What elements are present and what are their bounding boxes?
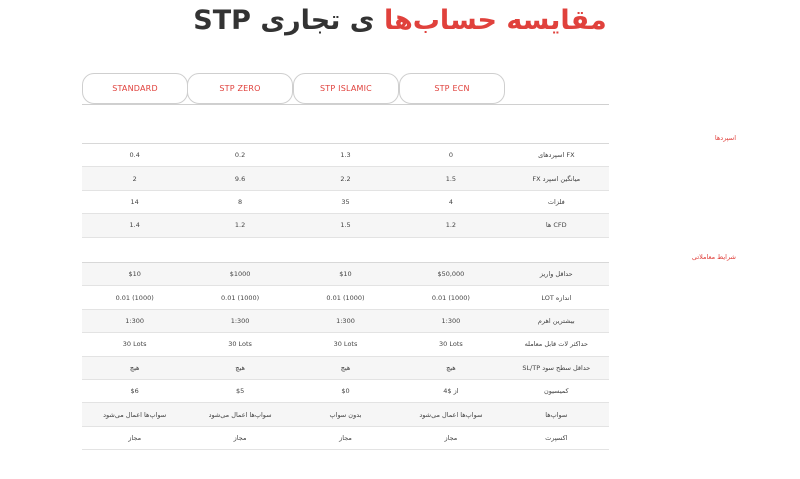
row-label: CFD ها	[545, 221, 567, 230]
cell-stp-zero: 1:300	[230, 316, 250, 325]
cell-stp-islamic: بدون سواپ	[329, 410, 362, 419]
cell-standard: 14	[130, 197, 139, 206]
table-row	[82, 286, 609, 309]
cell-stp-islamic: هیچ	[340, 363, 351, 372]
spreads-section-label: اسپردها	[714, 134, 736, 142]
table-row	[82, 167, 609, 190]
cell-stp-zero: $5	[235, 387, 245, 396]
tab-stp-islamic[interactable]: STP ISLAMIC	[293, 73, 399, 104]
cell-stp-islamic: $0	[341, 387, 350, 396]
table-row	[82, 333, 609, 356]
row-label: فلزات	[547, 197, 565, 206]
cell-stp-ecn: از $4	[443, 387, 459, 396]
cell-stp-zero: 1.2	[234, 221, 246, 230]
conditions-table	[82, 262, 609, 450]
cell-stp-islamic: 0.01 (1000)	[326, 293, 365, 302]
cell-standard: مجاز	[128, 433, 142, 442]
cell-stp-islamic: 30 Lots	[333, 340, 358, 349]
tab-stp-ecn[interactable]: STP ECN	[399, 73, 505, 104]
table-row	[82, 191, 609, 214]
row-label: حداکثر لات قابل معامله	[524, 340, 589, 349]
table-row	[82, 380, 609, 403]
cell-standard: 1:300	[125, 316, 145, 325]
cell-standard: 1.4	[129, 221, 140, 230]
tab-standard[interactable]: STANDARD	[82, 73, 188, 104]
page-title-highlight: مقایسه حساب‌ها	[383, 5, 607, 36]
cell-stp-ecn: $50,000	[437, 270, 465, 279]
table-row	[82, 144, 609, 167]
cell-stp-zero: هیچ	[235, 363, 245, 372]
cell-standard: $10	[128, 270, 141, 279]
cell-standard: سواپ‌ها اعمال می‌شود	[103, 410, 167, 419]
conditions-section-label: شرایط معاملاتی	[691, 253, 736, 261]
row-label: اکسپرت	[545, 433, 568, 442]
row-label: حداقل سطح سود SL/TP	[522, 363, 591, 372]
table-row	[82, 214, 609, 237]
cell-standard: 0.01 (1000)	[115, 293, 154, 302]
row-label: اندازه LOT	[541, 293, 572, 302]
table-row	[82, 357, 609, 380]
cell-stp-ecn: 1:300	[441, 316, 461, 325]
cell-standard: هیچ	[129, 363, 140, 372]
row-label: FX اسپردهای	[538, 151, 575, 160]
table-row	[82, 427, 609, 450]
row-label: بیشترین اهرم	[537, 316, 575, 325]
cell-stp-ecn: 1.2	[445, 221, 457, 230]
spreads-table	[82, 143, 609, 238]
cell-stp-ecn: مجاز	[444, 433, 458, 442]
cell-stp-islamic: 2.2	[340, 174, 351, 183]
row-label: میانگین اسپرد FX	[532, 174, 581, 183]
cell-standard: $6	[130, 387, 139, 396]
page-title-rest: ی تجاری STP	[193, 5, 384, 36]
cell-stp-islamic: 35	[341, 197, 350, 206]
cell-stp-zero: سواپ‌ها اعمال می‌شود	[208, 410, 272, 419]
cell-stp-zero: 30 Lots	[228, 340, 252, 349]
cell-stp-zero: مجاز	[233, 433, 247, 442]
cell-standard: 2	[132, 174, 137, 183]
cell-stp-zero: $1000	[229, 270, 251, 279]
table-row	[82, 263, 609, 286]
cell-stp-zero: 9.6	[234, 174, 246, 183]
cell-stp-islamic: 1.3	[340, 151, 351, 160]
cell-stp-islamic: 1.5	[340, 221, 351, 230]
page-title	[0, 4, 800, 38]
cell-stp-ecn: 0.01 (1000)	[431, 293, 470, 302]
cell-stp-ecn: سواپ‌ها اعمال می‌شود	[419, 410, 483, 419]
cell-standard: 0.4	[129, 151, 140, 160]
row-label: حداقل واریز	[539, 270, 573, 279]
cell-stp-zero: 0.2	[234, 151, 246, 160]
row-label: کمیسیون	[543, 387, 569, 396]
cell-stp-islamic: 1:300	[336, 316, 355, 325]
cell-stp-ecn: 1.5	[445, 174, 457, 183]
tab-stp-zero[interactable]: STP ZERO	[187, 73, 293, 104]
cell-stp-zero: 8	[238, 197, 243, 206]
cell-stp-zero: 0.01 (1000)	[221, 293, 260, 302]
table-row	[82, 403, 609, 426]
row-label: سواپ‌ها	[545, 410, 568, 419]
account-tabs	[82, 73, 609, 105]
cell-stp-ecn: 4	[448, 197, 453, 206]
cell-stp-islamic: مجاز	[339, 433, 352, 442]
cell-standard: 30 Lots	[122, 340, 147, 349]
table-row	[82, 310, 609, 333]
cell-stp-ecn: هیچ	[446, 363, 456, 372]
cell-stp-ecn: 30 Lots	[439, 340, 463, 349]
cell-stp-islamic: $10	[339, 270, 352, 279]
cell-stp-ecn: 0	[448, 151, 453, 160]
